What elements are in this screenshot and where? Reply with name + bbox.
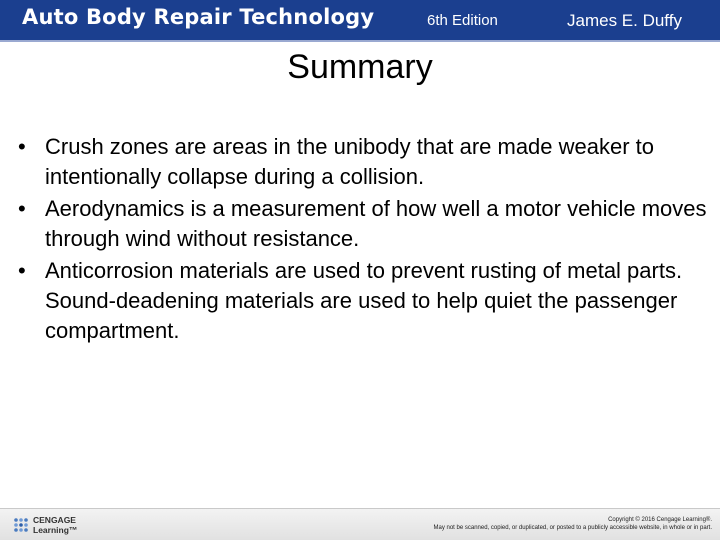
edition-label: 6th Edition <box>427 12 498 29</box>
slide-title: Summary <box>287 48 433 86</box>
book-title: Auto Body Repair Technology <box>22 5 375 29</box>
bullet-text: Crush zones are areas in the unibody that are made weaker to intentionally collapse during a collision. <box>45 134 655 189</box>
bullet-text: Aerodynamics is a measurement of how well a motor vehicle moves through wind without resistance. <box>45 196 707 251</box>
bullet-item <box>18 256 708 346</box>
copyright-line-2: May not be scanned, copied, or duplicated, or posted to a publicly accessible website, in whole or in part. <box>433 525 712 531</box>
bullet-item <box>18 132 708 192</box>
bullet-list <box>18 132 708 348</box>
author-name: James E. Duffy <box>567 11 682 30</box>
cengage-logo-icon <box>12 516 30 534</box>
bullet-text: Anticorrosion materials are used to prevent rusting of metal parts. Sound-deadening materials are used to help quiet the passenger compartment. <box>45 258 683 343</box>
bullet-dot-icon: • <box>18 196 26 221</box>
slide-footer <box>0 508 720 540</box>
bullet-dot-icon: • <box>18 134 26 159</box>
bullet-dot-icon: • <box>18 258 26 283</box>
copyright-notice <box>434 516 713 532</box>
brand-line-1: CENGAGE <box>33 515 76 525</box>
cengage-brand <box>33 515 77 535</box>
copyright-line-1: Copyright © 2016 Cengage Learning®. <box>608 517 712 523</box>
slide-header <box>0 0 720 42</box>
brand-line-2: Learning™ <box>33 525 78 535</box>
bullet-item <box>18 194 708 254</box>
